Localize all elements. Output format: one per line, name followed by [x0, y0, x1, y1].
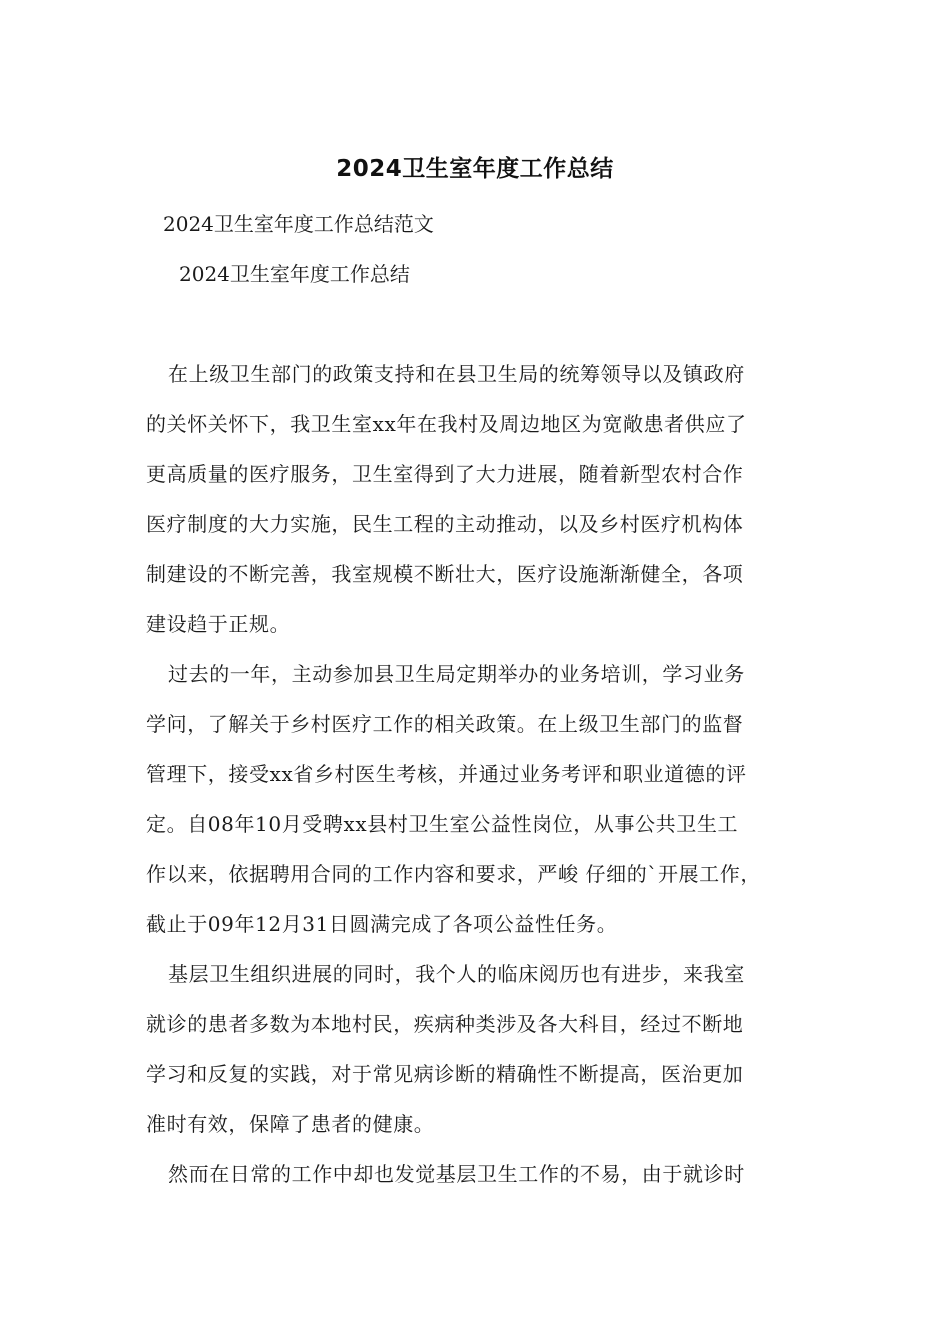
paragraph-line: 制建设的不断完善，我室规模不断壮大，医疗设施渐渐健全，各项 — [146, 562, 744, 586]
paragraph-1 — [146, 356, 816, 656]
paragraph-line: 学习和反复的实践，对于常见病诊断的精确性不断提高，医治更加 — [146, 1062, 744, 1086]
document-subtitle: 2024卫生室年度工作总结范文 — [163, 212, 434, 236]
paragraph-line: 作以来，依据聘用合同的工作内容和要求，严峻 仔细的`开展工作， — [146, 862, 761, 886]
paragraph-line: 更高质量的医疗服务，卫生室得到了大力进展，随着新型农村合作 — [146, 462, 744, 486]
paragraph-line: 的关怀关怀下，我卫生室xx年在我村及周边地区为宽敞患者供应了 — [146, 412, 747, 436]
document-body — [146, 356, 816, 1206]
paragraph-line: 在上级卫生部门的政策支持和在县卫生局的统筹领导以及镇政府 — [168, 362, 745, 386]
paragraph-line: 医疗制度的大力实施，民生工程的主动推动，以及乡村医疗机构体 — [146, 512, 744, 536]
paragraph-line: 定。自08年10月受聘xx县村卫生室公益性岗位，从事公共卫生工 — [146, 812, 739, 836]
paragraph-line: 建设趋于正规。 — [146, 612, 291, 636]
paragraph-line: 就诊的患者多数为本地村民，疾病种类涉及各大科目，经过不断地 — [146, 1012, 744, 1036]
paragraph-2 — [146, 656, 816, 956]
paragraph-line: 准时有效，保障了患者的健康。 — [146, 1112, 435, 1136]
paragraph-4 — [146, 1156, 816, 1206]
paragraph-line: 截止于09年12月31日圆满完成了各项公益性任务。 — [146, 912, 618, 936]
paragraph-line: 然而在日常的工作中却也发觉基层卫生工作的不易，由于就诊时 — [168, 1162, 745, 1186]
paragraph-line: 管理下，接受xx省乡村医生考核，并通过业务考评和职业道德的评 — [146, 762, 747, 786]
document-subtitle-secondary: 2024卫生室年度工作总结 — [179, 262, 410, 286]
paragraph-line: 过去的一年，主动参加县卫生局定期举办的业务培训，学习业务 — [168, 662, 745, 686]
paragraph-line: 学问，了解关于乡村医疗工作的相关政策。在上级卫生部门的监督 — [146, 712, 744, 736]
paragraph-line: 基层卫生组织进展的同时，我个人的临床阅历也有进步，来我室 — [168, 962, 745, 986]
document-title: 2024卫生室年度工作总结 — [336, 156, 614, 182]
paragraph-3 — [146, 956, 816, 1156]
